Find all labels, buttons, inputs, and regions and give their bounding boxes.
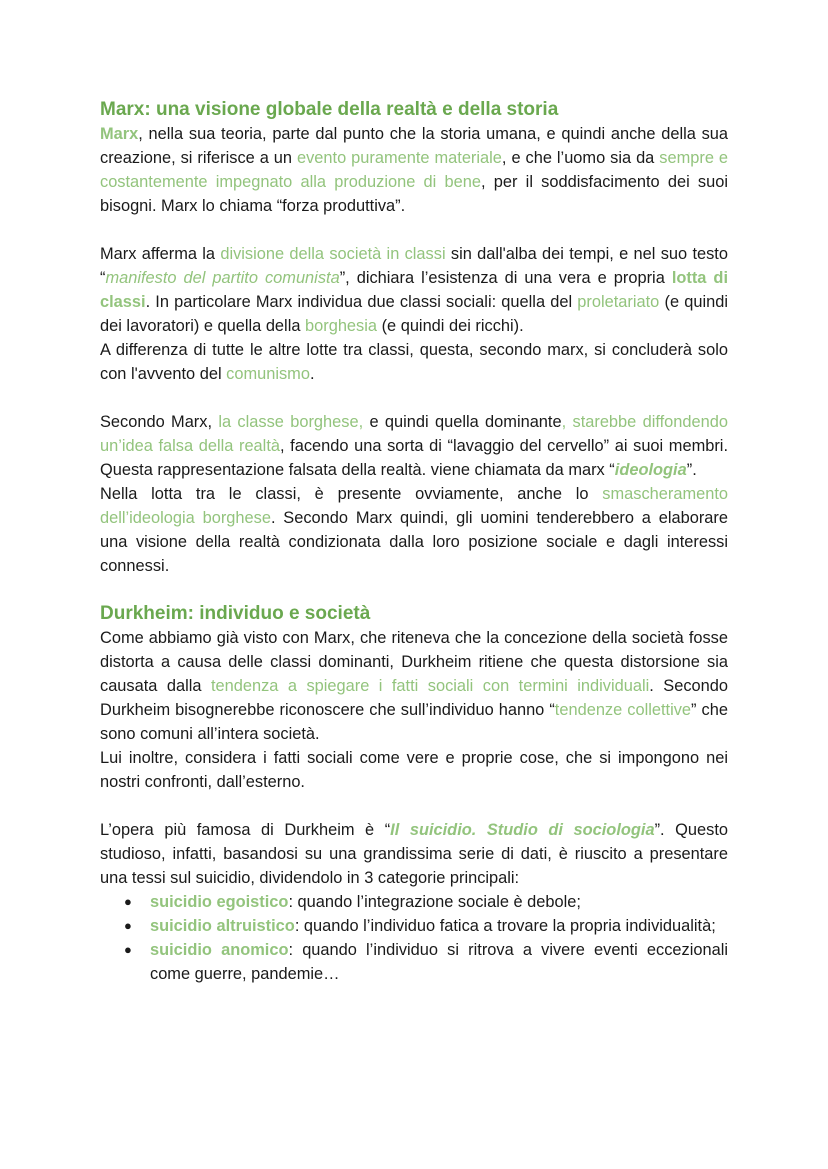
bullet-icon: ● xyxy=(124,942,132,957)
text-run: : quando l’integrazione sociale è debole; xyxy=(288,893,581,911)
highlighted-text: suicidio altruistico xyxy=(150,917,295,935)
text-run: sin dall'alba dei tempi, e nel suo testo “ xyxy=(100,245,728,287)
text-run: : quando l’individuo fatica a trovare la propria individualità; xyxy=(294,917,716,935)
heading-durkheim: Durkheim: individuo e società xyxy=(100,603,371,624)
text-run: : quando l’individuo si ritrova a vivere eventi eccezionali come guerre, pandemie… xyxy=(150,941,728,983)
text-run: A differenza di tutte le altre lotte tra classi, questa, secondo marx, si concluderà solo con l'avvento del xyxy=(100,341,728,383)
highlighted-text: divisione della società in classi xyxy=(220,245,446,263)
highlighted-text: borghesia xyxy=(305,317,378,335)
list-item xyxy=(124,938,728,986)
highlighted-text: manifesto del partito comunista xyxy=(105,269,340,287)
text-run: ”. xyxy=(686,461,697,479)
paragraph-marx-3 xyxy=(100,338,728,386)
text-run: Nella lotta tra le classi, è presente ovviamente, anche lo xyxy=(100,485,603,503)
highlighted-text: tendenza a spiegare i fatti sociali con termini individuali xyxy=(210,677,650,695)
list-item xyxy=(124,914,728,938)
paragraph-marx-1 xyxy=(100,122,728,218)
text-run: , per il soddisfacimento dei suoi bisogni. Marx lo chiama “forza produttiva”. xyxy=(100,173,728,215)
text-run: . Secondo Marx quindi, gli uomini tenderebbero a elaborare una visione della realtà condizionata dalla loro posizione sociale e dagli interessi connessi. xyxy=(100,509,728,575)
highlighted-text: Il suicidio. Studio di sociologia xyxy=(390,821,655,839)
highlighted-text: lotta di classi xyxy=(100,269,729,311)
paragraph-durkheim-3 xyxy=(100,818,728,890)
bullet-icon: ● xyxy=(124,918,132,933)
paragraph-marx-4 xyxy=(100,410,728,482)
text-run: , e che l’uomo sia da xyxy=(501,149,660,167)
text-run: , facendo una sorta di “lavaggio del cervello” ai suoi membri. Questa rappresentazione falsata della realtà. viene chiamata da marx “ xyxy=(100,437,729,479)
text-run: (e quindi dei ricchi). xyxy=(377,317,524,335)
bullet-icon: ● xyxy=(124,894,132,909)
text-run: (e quindi dei lavoratori) e quella della xyxy=(100,293,728,335)
paragraph-marx-2 xyxy=(100,242,728,338)
highlighted-text: Marx xyxy=(100,125,139,143)
paragraph-marx-5 xyxy=(100,482,728,578)
text-run: . Secondo Durkheim bisognerebbe riconoscere che sull’individuo hanno “ xyxy=(100,677,728,719)
highlighted-text: ideologia xyxy=(614,461,687,479)
highlighted-text: la classe borghese, xyxy=(218,413,364,431)
text-run: L’opera più famosa di Durkheim è “ xyxy=(100,821,391,839)
text-run: ”. Questo studioso, infatti, basandosi su una grandissima serie di dati, è riuscito a presentare una tessi sul suicidio, dividendolo in 3 categorie principali: xyxy=(100,821,728,887)
text-run: , nella sua teoria, parte dal punto che la storia umana, e quindi anche della sua creazione, si riferisce a un xyxy=(100,125,728,167)
text-run: Come abbiamo già visto con Marx, che riteneva che la concezione della società fosse distorta a causa delle classi dominanti, Durkheim ritiene che questa distorsione sia causata dalla xyxy=(100,629,728,695)
text-run: ” che sono comuni all’intera società. xyxy=(100,701,728,743)
highlighted-text: evento puramente materiale xyxy=(297,149,502,167)
highlighted-text: comunismo xyxy=(226,365,310,383)
document-page xyxy=(100,98,728,986)
text-run: ”, dichiara l’esistenza di una vera e propria xyxy=(339,269,672,287)
text-run: e quindi quella dominante xyxy=(363,413,562,431)
list-item xyxy=(124,890,728,914)
highlighted-text: sempre e costantemente impegnato alla produzione di bene xyxy=(100,149,729,191)
highlighted-text: suicidio egoistico xyxy=(150,893,289,911)
paragraph-durkheim-1 xyxy=(100,626,728,746)
heading-marx: Marx: una visione globale della realtà e della storia xyxy=(100,99,559,120)
text-run: Lui inoltre, considera i fatti sociali come vere e proprie cose, che si impongono nei nostri confronti, dall’esterno. xyxy=(100,749,728,791)
text-run: Secondo Marx, xyxy=(100,413,219,431)
text-run: . In particolare Marx individua due classi sociali: quella del xyxy=(145,293,578,311)
text-run: . xyxy=(309,365,315,383)
highlighted-text: , starebbe diffondendo un’idea falsa della realtà xyxy=(100,413,728,455)
highlighted-text: proletariato xyxy=(577,293,660,311)
highlighted-text: tendenze collettive xyxy=(554,701,692,719)
text-run: Marx afferma la xyxy=(100,245,221,263)
highlighted-text: suicidio anomico xyxy=(150,941,289,959)
suicide-categories-list xyxy=(100,890,728,986)
highlighted-text: smascheramento dell’ideologia borghese xyxy=(100,485,728,527)
paragraph-durkheim-2 xyxy=(100,746,728,794)
